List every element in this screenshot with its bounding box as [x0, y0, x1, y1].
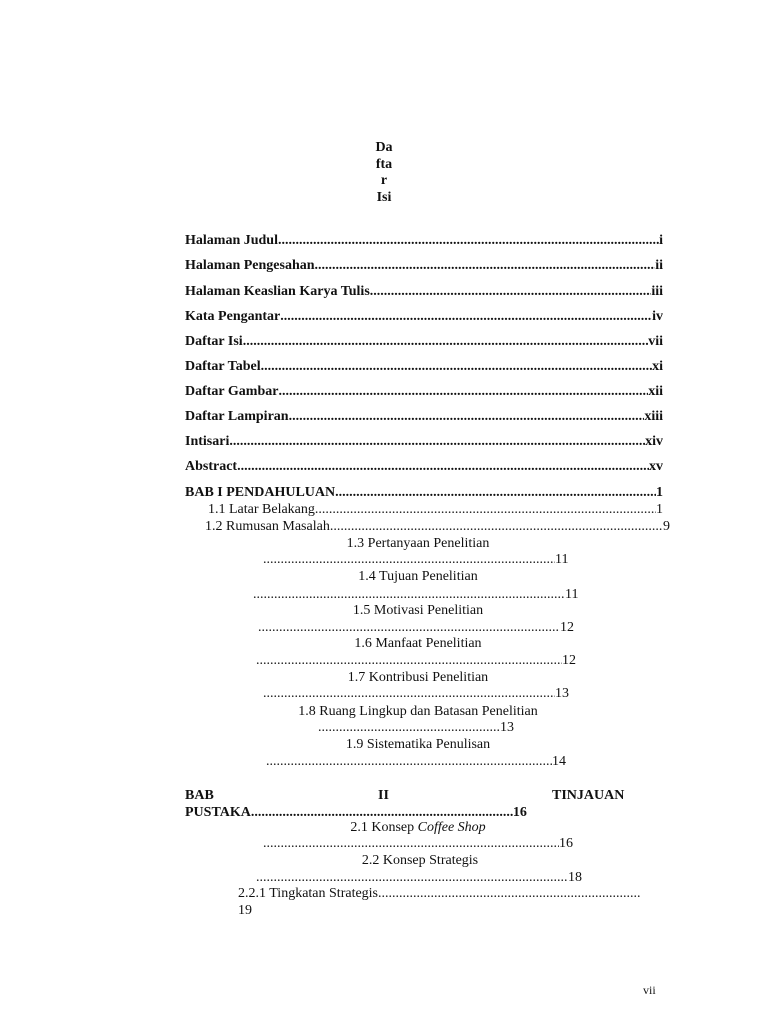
toc-entry[interactable]: Halaman Pengesahan ..... ii — [185, 258, 663, 274]
toc-entry[interactable]: Daftar Tabel ..... xi — [185, 359, 663, 375]
toc-subsection-page: 19 — [238, 903, 252, 918]
toc-section-leader: ..... 13 — [263, 686, 569, 702]
toc-entry[interactable]: Daftar Gambar ..... xii — [185, 384, 663, 400]
toc-section-label[interactable]: 1.8 Ruang Lingkup dan Batasan Penelitian — [298, 704, 538, 719]
toc-section-leader: ..... 11 — [253, 587, 578, 603]
toc-section-leader: ..... 18 — [256, 870, 582, 886]
toc-entry[interactable]: Halaman Keaslian Karya Tulis ..... iii — [185, 284, 663, 300]
toc-section-leader: ..... 14 — [266, 754, 566, 770]
toc-section[interactable]: 1.1 Latar Belakang ..... 1 — [208, 502, 663, 518]
toc-section-label[interactable]: 1.9 Sistematika Penulisan — [345, 737, 491, 752]
toc-section-label[interactable]: 1.5 Motivasi Penelitian — [352, 603, 484, 618]
title-line: r — [380, 173, 388, 188]
toc-section-label[interactable]: 1.6 Manfaat Penelitian — [354, 636, 482, 651]
toc-section-label[interactable]: 2.1 Konsep Coffee Shop — [350, 820, 486, 835]
toc-section-leader: ..... 12 — [256, 653, 576, 669]
toc-section-label[interactable]: 1.3 Pertanyaan Penelitian — [346, 536, 490, 551]
page-number: vii — [643, 983, 656, 997]
title-line: fta — [375, 156, 393, 172]
toc-section-label[interactable]: 1.4 Tujuan Penelitian — [358, 569, 478, 584]
toc-entry[interactable]: Abstract ..... xv — [185, 459, 663, 475]
toc-section-leader: ..... 12 — [258, 620, 574, 636]
toc-entry[interactable]: Halaman Judul ..... i — [185, 233, 663, 249]
toc-section-label[interactable]: 2.2 Konsep Strategis — [361, 853, 479, 868]
toc-entry[interactable]: Daftar Lampiran ..... xiii — [185, 409, 663, 425]
toc-section-leader: ..... 13 — [318, 720, 514, 736]
document-page: Da fta r Isi Halaman Judul ..... i Halaman Pengesahan ..... ii Halaman Keaslian Karya Tulis ..... iii Kata Pengantar ..... iv Daftar Isi ..... vii Daftar Tabel ..... xi Daftar Gambar ..... xii Daftar Lampiran ..... xiii Intisari ..... xiv Abstract ..... xv BAB I PENDAHULUAN ..... 1 1.1 Latar Belakang ..... 1 1.2 Rumusan Masalah ..... 9 1.3 Pertanyaan Penelitian ..... 11 1.4 Tujuan Penelitian ..... 11 1.5 Motivasi Penelitian ..... 12 1.6 Manfaat Penelitian ..... 12 1.7 Kontribusi Penelitian ..... 13 1.8 Ruang Lingkup dan Batasan Penelitian ..... 13 1.9 Sistematika Penulisan ..... 14 BAB II TINJAUAN PUSTAKA ..... 16 2.1 Konsep Coffee Shop ..... 16 2.2 Konsep Strategis ..... 18 2.2.1 Tingkatan Strategis ..... 19 vii — [0, 0, 768, 1024]
toc-section-leader: ..... 11 — [263, 552, 568, 568]
title-line: Isi — [376, 189, 392, 205]
toc-title — [364, 140, 404, 206]
toc-entry[interactable]: Intisari ..... xiv — [185, 434, 663, 450]
toc-section[interactable]: 1.2 Rumusan Masalah ..... 9 — [205, 519, 670, 535]
toc-chapter-2-line2[interactable]: PUSTAKA ..... 16 — [185, 805, 527, 821]
toc-section-leader: ..... 16 — [263, 836, 573, 852]
title-line: Da — [375, 140, 393, 155]
toc-entry[interactable]: Kata Pengantar ..... iv — [185, 309, 663, 325]
toc-subsection[interactable]: 2.2.1 Tingkatan Strategis ..... — [238, 886, 640, 902]
toc-chapter-1[interactable]: BAB I PENDAHULUAN ..... 1 — [185, 485, 663, 501]
toc-section-label[interactable]: 1.7 Kontribusi Penelitian — [347, 670, 489, 685]
toc-entry[interactable]: Daftar Isi ..... vii — [185, 334, 663, 350]
